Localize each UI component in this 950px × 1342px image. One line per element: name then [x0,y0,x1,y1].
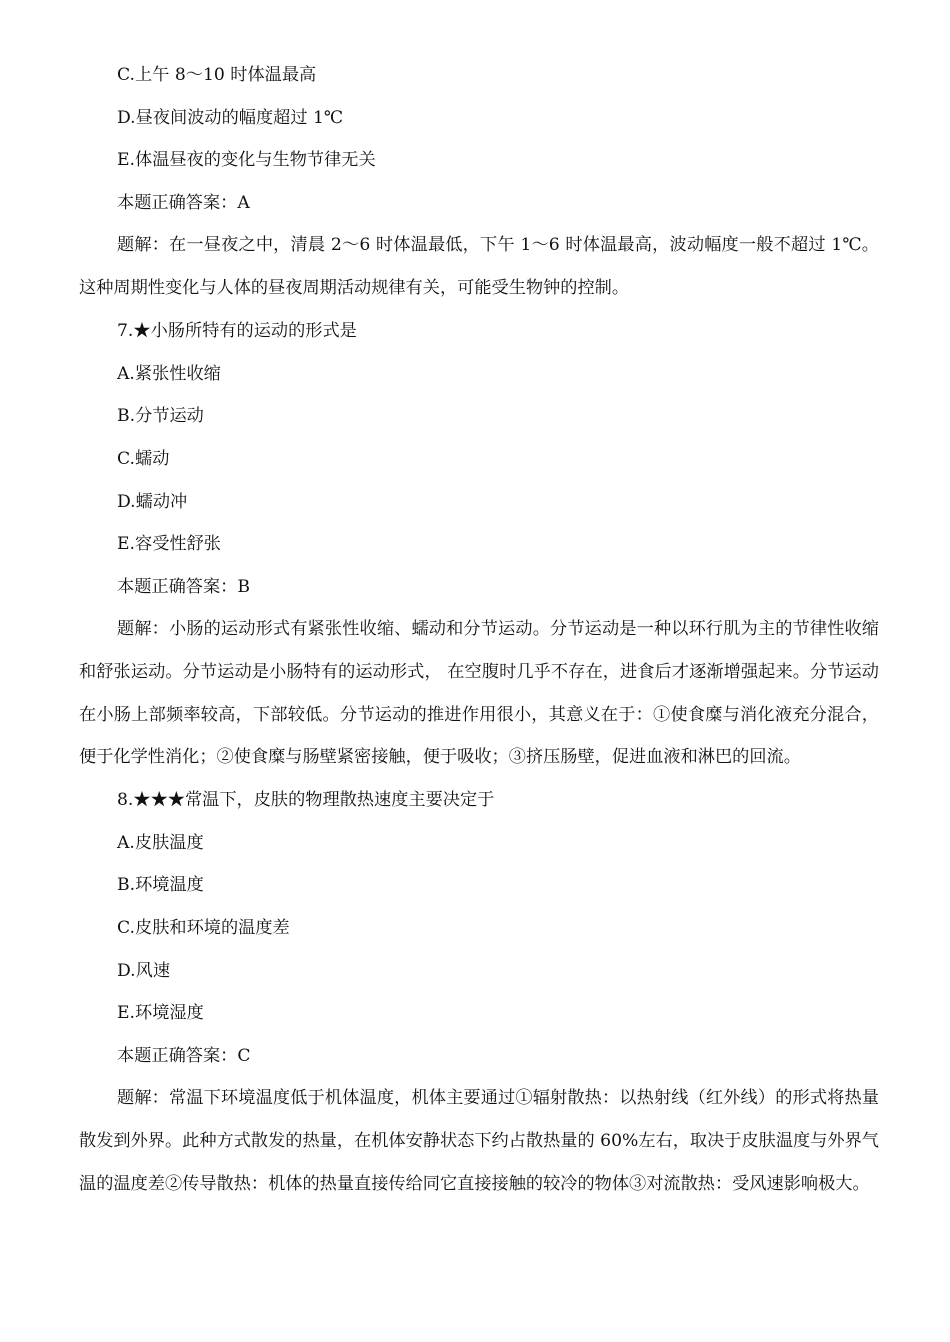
q7-answer: 本题正确答案：B [117,576,250,597]
q8-option-c: C.皮肤和环境的温度差 [117,918,290,939]
q6-option-c: C.上午 8～10 时体温最高 [117,65,317,85]
q7-option-e: E.容受性舒张 [117,534,221,555]
q8-option-e: E.环境湿度 [117,1003,204,1024]
q7-option-d: D.蠕动冲 [117,491,188,512]
q6-explanation: 题解：在一昼夜之中，清晨 2～6 时体温最低，下午 1～6 时体温最高，波动幅度一般不超过 1℃。这种周期性变化与人体的昼夜周期活动规律有关，可能受生物钟的控制。 [79,235,879,298]
q7-option-a: A.紧张性收缩 [117,363,221,384]
q7-question: 7.★小肠所特有的运动的形式是 [117,321,357,342]
q6-option-e: E.体温昼夜的变化与生物节律无关 [117,150,376,171]
q8-answer: 本题正确答案：C [117,1045,251,1066]
q8-option-a: A.皮肤温度 [117,832,204,853]
q8-explanation: 题解：常温下环境温度低于机体温度，机体主要通过①辐射散热：以热射线（红外线）的形式将热量散发到外界。此种方式散发的热量，在机体安静状态下约占散热量的 60%左右，取决于皮肤温度与外界气温的温度差②传导散热：机体的热量直接传给同它直接接触的较冷的物体③对流散热：受风速影响极大。 [79,1088,879,1194]
q6-option-d: D.昼夜间波动的幅度超过 1℃ [117,107,344,128]
q8-question: 8.★★★常温下，皮肤的物理散热速度主要决定于 [117,790,495,811]
q6-answer: 本题正确答案：A [117,192,250,213]
q7-option-b: B.分节运动 [117,406,204,427]
q7-option-c: C.蠕动 [117,448,170,469]
q8-option-d: D.风速 [117,960,171,981]
q8-option-b: B.环境温度 [117,875,204,896]
q7-explanation: 题解：小肠的运动形式有紧张性收缩、蠕动和分节运动。分节运动是一种以环行肌为主的节律性收缩和舒张运动。分节运动是小肠特有的运动形式， 在空腹时几乎不存在，进食后才逐渐增强起来。分节运动在小肠上部频率较高，下部较低。分节运动的推进作用很小，其意义在于：①使食糜与消化液充分混合，便于化学性消化；②使食糜与肠壁紧密接触，便于吸收；③挤压肠壁，促进血液和淋巴的回流。 [79,619,879,768]
document-page [79,58,879,1210]
